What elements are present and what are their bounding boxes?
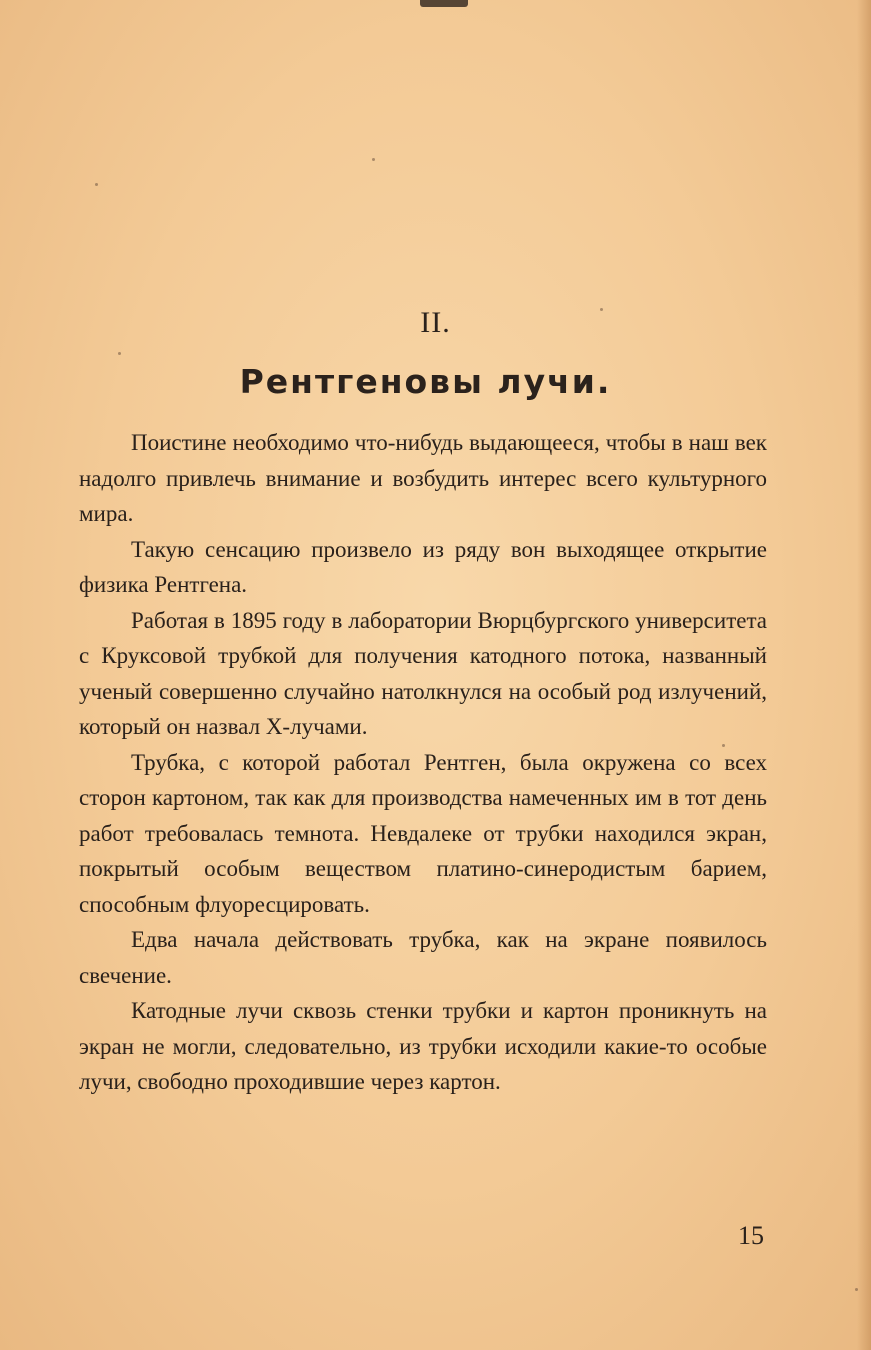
chapter-body xyxy=(79,425,767,1100)
paragraph: Катодные лучи сквозь стенки трубки и картон проникнуть на экран не могли, следовательно, из трубки исходили какие-то особые лучи, свободно проходившие через картон. xyxy=(79,998,767,1094)
page-edge-shadow xyxy=(857,0,871,1350)
chapter-number: II. xyxy=(420,306,451,339)
paper-speck xyxy=(855,1288,858,1291)
binding-mark xyxy=(420,0,468,7)
chapter-title: Рентгеновы лучи. xyxy=(239,362,612,401)
paper-speck xyxy=(372,158,375,161)
paragraph: Едва начала действовать трубка, как на экране появилось свечение. xyxy=(79,927,767,988)
paragraph: Трубка, с которой работал Рентген, была окружена со всех сторон картоном, так как для производства намеченных им в тот день работ требовалась темнота. Невдалеке от трубки находился экран, покрытый особым веществом платино-синеродистым барием, способным флуоресцировать. xyxy=(79,749,767,917)
paragraph: Работая в 1895 году в лаборатории Вюрцбургского университета с Круксовой трубкой для получения катодного потока, названный ученый совершенно случайно натолкнулся на особый род излучений, который он назвал Х-лучами. xyxy=(79,607,767,739)
paper-speck xyxy=(95,183,98,186)
paper-speck xyxy=(118,352,121,355)
paragraph: Поистине необходимо что-нибудь выдающееся, чтобы в наш век надолго привлечь внимание и возбудить интерес всего культурного мира. xyxy=(79,430,767,526)
page-number: 15 xyxy=(738,1221,764,1250)
paragraph: Такую сенсацию произвело из ряду вон выходящее открытие физика Рентгена. xyxy=(79,536,767,597)
